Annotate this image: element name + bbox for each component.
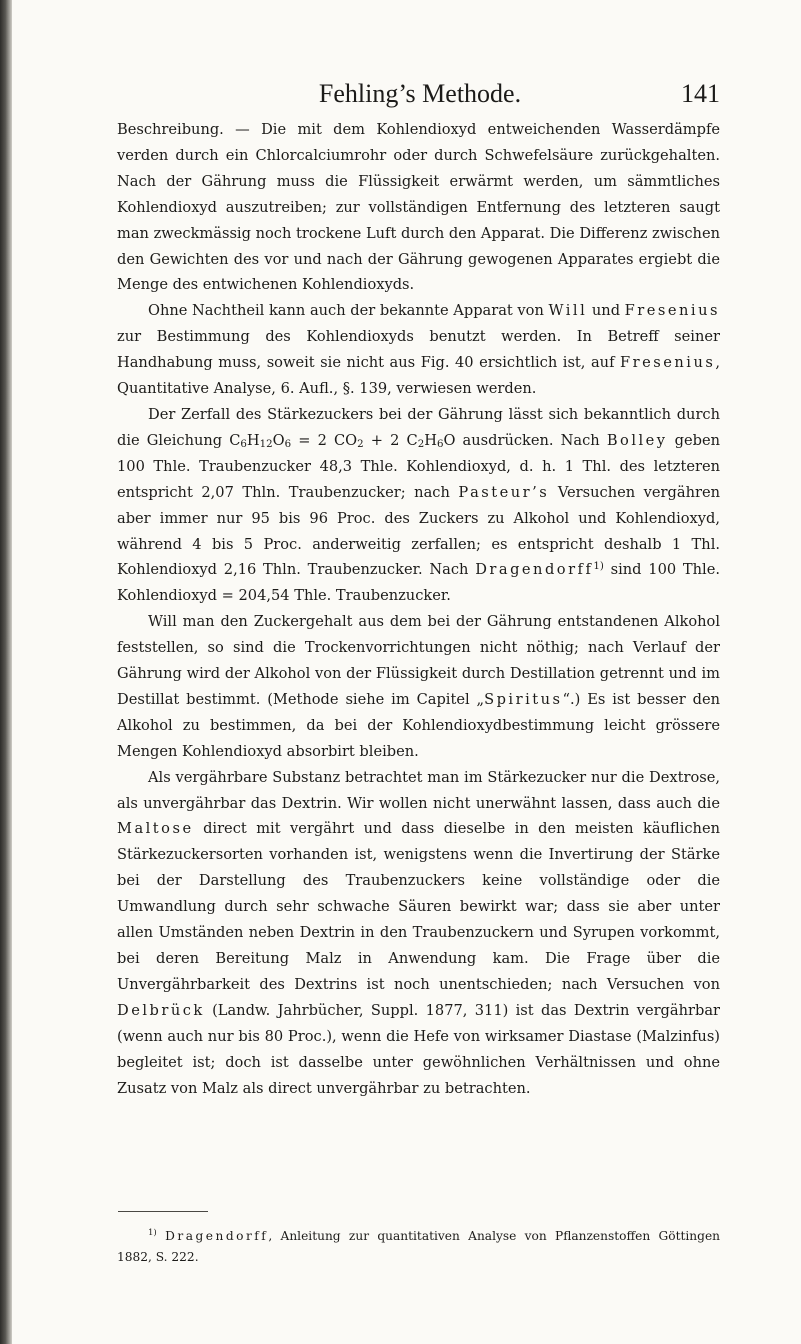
- footnote-text: , Anleitung zur quantitativen Analyse von Pflanzenstoffen Göttingen 1882, S. 222.: [117, 1229, 721, 1264]
- paragraph-2: [117, 298, 720, 402]
- paragraph-3: [117, 402, 720, 609]
- paragraph-text: O ausdrücken. Nach: [443, 431, 607, 449]
- footnote-author-dragendorff: Dragendorff: [165, 1229, 269, 1243]
- paragraph-text: Ohne Nachtheil kann auch der bekannte Apparat von: [148, 302, 549, 320]
- author-name-dragendorff: Dragendorff: [475, 561, 594, 579]
- formula-subscript: 2: [357, 438, 364, 450]
- footnote-1: [117, 1226, 720, 1268]
- body-text: [117, 117, 720, 1101]
- formula-subscript: 6: [284, 438, 292, 450]
- author-name-fresenius: Fresenius: [620, 354, 716, 372]
- author-name-bolley: Bolley: [606, 431, 668, 449]
- paragraph-text: direct mit vergährt und dass dieselbe in den meisten käuflichen Stärkezuckersorten vorhanden ist, wenigstens wenn die Invertirung der Stärke bei der Darstellung des Traubenzuckers keine vollständige oder die Umwandlung durch sehr schwache Säuren bewirkt war; dass sie aber unter allen Umständen neben Dextrin in den Traubenzuckern und Syrupen vorkommt, bei deren Bereitung Malz in Anwendung kam. Die Frage über die Unvergährbarkeit des Dextrins ist noch unentschieden; nach Versuchen von: [117, 820, 720, 993]
- author-name-fresenius: Fresenius: [624, 302, 720, 320]
- paragraph-text: Versuchen vergähren aber immer nur 95 bis 96 Proc. des Zuckers zu Alkohol und Kohlendioxyd, während 4 bis 5 Proc. anderweitig zerfallen; es entspricht deshalb 1 Thl. Kohlendioxyd 2,16 Thln. Traubenzucker. Nach: [117, 483, 720, 579]
- page-number: 141: [681, 79, 720, 108]
- paragraph-text: sind 100 Thle. Kohlendioxyd = 204,54 Thle. Traubenzucker.: [117, 561, 720, 605]
- author-name-will: Will: [548, 302, 588, 320]
- author-name-delbrueck: Delbrück: [117, 1001, 205, 1019]
- book-spine-shadow: [0, 0, 12, 1344]
- paragraph-text: Der Zerfall des Stärkezuckers bei der Gährung lässt sich bekanntlich durch die Gleichung C: [117, 405, 720, 449]
- formula-text: = 2 CO: [291, 431, 358, 449]
- footnote-marker: 1): [593, 561, 604, 573]
- paragraph-4: [117, 609, 720, 764]
- term-maltose: Maltose: [117, 820, 194, 838]
- paragraph-text: , Quantitative Analyse, 6. Aufl., §. 139, verwiesen werden.: [117, 354, 720, 398]
- author-name-pasteur: Pasteur’s: [458, 483, 550, 501]
- paragraph-text: zur Bestimmung des Kohlendioxyds benutzt werden. In Betreff seiner Handhabung muss, soweit sie nicht aus Fig. 40 ersichtlich ist, auf: [117, 328, 720, 372]
- footnote: [117, 1226, 720, 1268]
- chapter-reference-spiritus: Spiritus: [484, 690, 563, 708]
- paragraph-text: (Landw. Jahrbücher, Suppl. 1877, 311) ist das Dextrin vergährbar (wenn auch nur bis 80 Proc.), wenn die Hefe von wirksamer Diastase (Malzinfus) begleitet ist; doch ist dasselbe unter gewöhnlichen Verhältnissen und ohne Zusatz von Malz als direct unvergährbar zu betrachten.: [117, 1001, 720, 1097]
- paragraph-text: und: [587, 302, 625, 320]
- footnote-divider: [118, 1211, 208, 1212]
- paragraph-1: [117, 117, 720, 298]
- formula-subscript: 6: [436, 438, 444, 450]
- formula-subscript: 12: [259, 438, 273, 450]
- running-header: [120, 74, 720, 114]
- paragraph-5: [117, 765, 720, 1102]
- paragraph-text: Will man den Zuckergehalt aus dem bei der Gährung entstandenen Alkohol feststellen, so sind die Trockenvorrichtungen nicht nöthig; nach Verlauf der Gährung wird der Alkohol von der Flüssigkeit durch Destillation getrennt und im Destillat bestimmt. (Methode siehe im Capitel „: [117, 613, 720, 708]
- paragraph-text: Als vergährbare Substanz betrachtet man im Stärkezucker nur die Dextrose, als unvergährbar das Dextrin. Wir wollen nicht unerwähnt lassen, dass auch die: [117, 768, 720, 812]
- formula-text: + 2 C: [363, 431, 418, 449]
- formula-text: O: [272, 431, 285, 449]
- footnote-text: [157, 1229, 165, 1243]
- formula-subscript: 6: [240, 438, 247, 450]
- footnote-number: 1): [148, 1228, 157, 1238]
- paragraph-1-text: Beschreibung. — Die mit dem Kohlendioxyd entweichenden Wasserdämpfe verden durch ein Chlorcalciumrohr oder durch Schwefelsäure zurückgehalten. Nach der Gährung muss die Flüssigkeit erwärmt werden, um sämmtliches Kohlendioxyd auszutreiben; zur vollständigen Entfernung des letzteren saugt man zweckmässig noch trockene Luft durch den Apparat. Die Differenz zwischen den Gewichten des vor und nach der Gährung gewogenen Apparates ergiebt die Menge des entwichenen Kohlendioxyds.: [117, 121, 720, 294]
- formula-text: H: [246, 431, 260, 449]
- formula-text: H: [424, 431, 437, 449]
- paragraph-text: geben 100 Thle. Traubenzucker 48,3 Thle. Kohlendioxyd, d. h. 1 Thl. des letzteren entspricht 2,07 Thln. Traubenzucker; nach: [117, 431, 721, 501]
- formula-subscript: 2: [417, 438, 425, 450]
- running-title: Fehling’s Methode.: [318, 79, 522, 108]
- paragraph-text: “.) Es ist besser den Alkohol zu bestimmen, da bei der Kohlendioxydbestimmung leicht grössere Mengen Kohlendioxyd absorbirt bleiben.: [117, 690, 721, 760]
